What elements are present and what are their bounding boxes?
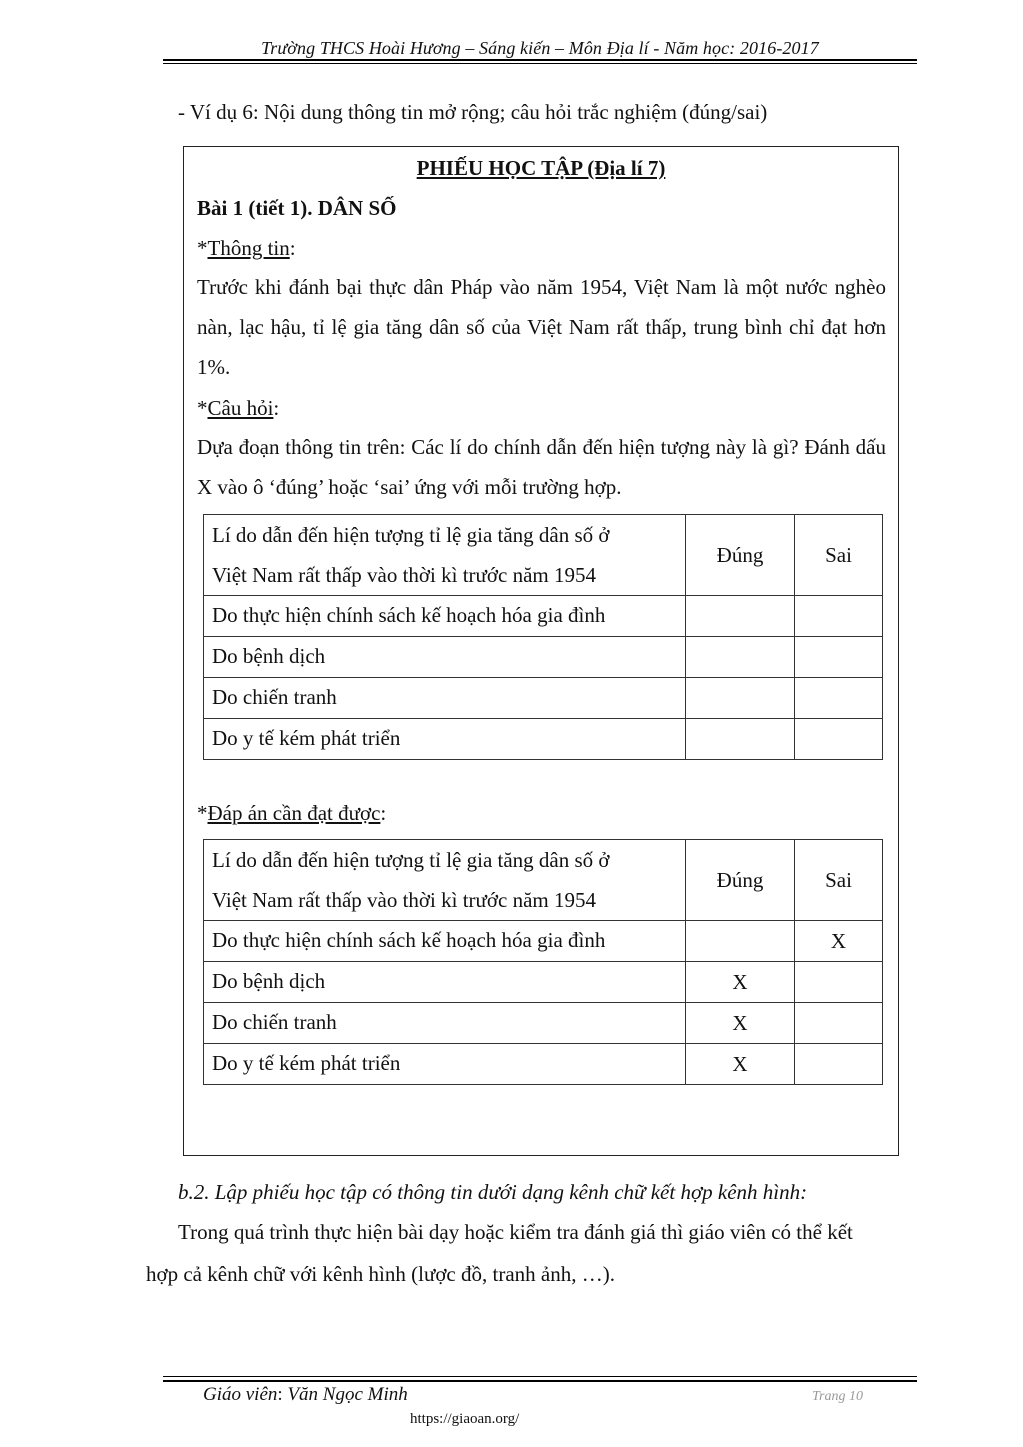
info-label-prefix: * [197,236,208,260]
reason-cell: Do chiến tranh [204,1003,686,1044]
table-row [204,1044,883,1085]
question-label [197,396,279,421]
true-cell: X [686,962,795,1003]
worksheet-title: PHIẾU HỌC TẬP (Địa lí 7) [416,156,666,180]
header-rule [163,59,917,61]
reason-header-line2: Việt Nam rất thấp vào thời kì trước năm 1954 [212,563,596,587]
false-cell[interactable] [795,596,883,637]
table-row [204,921,883,962]
header-rule-thin [163,63,917,64]
body-line-1: Trong quá trình thực hiện bài dạy hoặc kiểm tra đánh giá thì giáo viên có thể kết [178,1220,853,1244]
false-header: Sai [795,840,883,921]
footer-rule-thin [163,1376,917,1377]
table-row [204,1003,883,1044]
body-line-2: hợp cả kênh chữ với kênh hình (lược đồ, tranh ảnh, …). [146,1262,615,1286]
reason-header-line2: Việt Nam rất thấp vào thời kì trước năm 1954 [212,888,596,912]
reason-cell: Do chiến tranh [204,678,686,719]
reason-cell: Do thực hiện chính sách kế hoạch hóa gia đình [204,921,686,962]
reason-header [204,515,686,596]
info-paragraph: Trước khi đánh bại thực dân Pháp vào năm 1954, Việt Nam là một nước nghèo nàn, lạc hậu, tỉ lệ gia tăng dân số của Việt Nam rất thấp, trung bình chỉ đạt hơn 1%. [197,275,886,379]
true-header: Đúng [686,515,795,596]
teacher-separator: : [277,1384,288,1405]
true-cell: X [686,1044,795,1085]
true-cell [686,921,795,962]
teacher-label: Giáo viên [203,1384,278,1405]
table-row [204,719,883,760]
false-cell: X [795,921,883,962]
question-label-prefix: * [197,396,208,420]
page-header: Trường THCS Hoài Hương – Sáng kiến – Môn Địa lí - Năm học: 2016-2017 [261,38,819,58]
footer-teacher [203,1384,408,1406]
reason-cell: Do y tế kém phát triển [204,1044,686,1085]
answer-label-prefix: * [197,801,208,825]
footer-rule [163,1380,917,1382]
info-label-suffix: : [289,236,296,260]
footer-url[interactable]: https://giaoan.org/ [410,1411,520,1427]
false-cell[interactable] [795,719,883,760]
true-cell: X [686,1003,795,1044]
question-label-suffix: : [273,396,280,420]
reason-cell: Do bệnh dịch [204,637,686,678]
false-header: Sai [795,515,883,596]
info-label-text: Thông tin [207,236,290,260]
info-label [197,236,296,261]
answer-label [197,801,386,826]
true-cell[interactable] [686,596,795,637]
false-cell [795,1044,883,1085]
question-paragraph: Dựa đoạn thông tin trên: Các lí do chính dẫn đến hiện tượng này là gì? Đánh dấu X vào ô ‘đúng’ hoặc ‘sai’ ứng với mỗi trường hợp. [197,435,886,499]
true-cell[interactable] [686,719,795,760]
false-cell[interactable] [795,637,883,678]
answer-table [203,839,883,1085]
false-cell [795,1003,883,1044]
page-number: Trang 10 [812,1389,863,1404]
table-row [204,596,883,637]
teacher-name: Văn Ngọc Minh [287,1384,408,1405]
question-label-text: Câu hỏi [207,396,274,420]
lesson-title: Bài 1 (tiết 1). DÂN SỐ [197,196,397,220]
reason-cell: Do bệnh dịch [204,962,686,1003]
reason-cell: Do thực hiện chính sách kế hoạch hóa gia đình [204,596,686,637]
table-header-row [204,840,883,921]
section-heading: b.2. Lập phiếu học tập có thông tin dưới dạng kênh chữ kết hợp kênh hình: [178,1180,808,1204]
false-cell[interactable] [795,678,883,719]
table-header-row [204,515,883,596]
reason-header-line1: Lí do dẫn đến hiện tượng tỉ lệ gia tăng dân số ở [212,523,610,547]
reason-header-line1: Lí do dẫn đến hiện tượng tỉ lệ gia tăng dân số ở [212,848,610,872]
table-row [204,962,883,1003]
example-intro: - Ví dụ 6: Nội dung thông tin mở rộng; câu hỏi trắc nghiệm (đúng/sai) [178,100,768,124]
false-cell [795,962,883,1003]
true-cell[interactable] [686,678,795,719]
reason-cell: Do y tế kém phát triển [204,719,686,760]
reason-header [204,840,686,921]
true-header: Đúng [686,840,795,921]
true-cell[interactable] [686,637,795,678]
table-row [204,678,883,719]
question-table [203,514,883,760]
answer-label-suffix: : [380,801,387,825]
table-row [204,637,883,678]
answer-label-text: Đáp án cần đạt được [207,801,381,825]
